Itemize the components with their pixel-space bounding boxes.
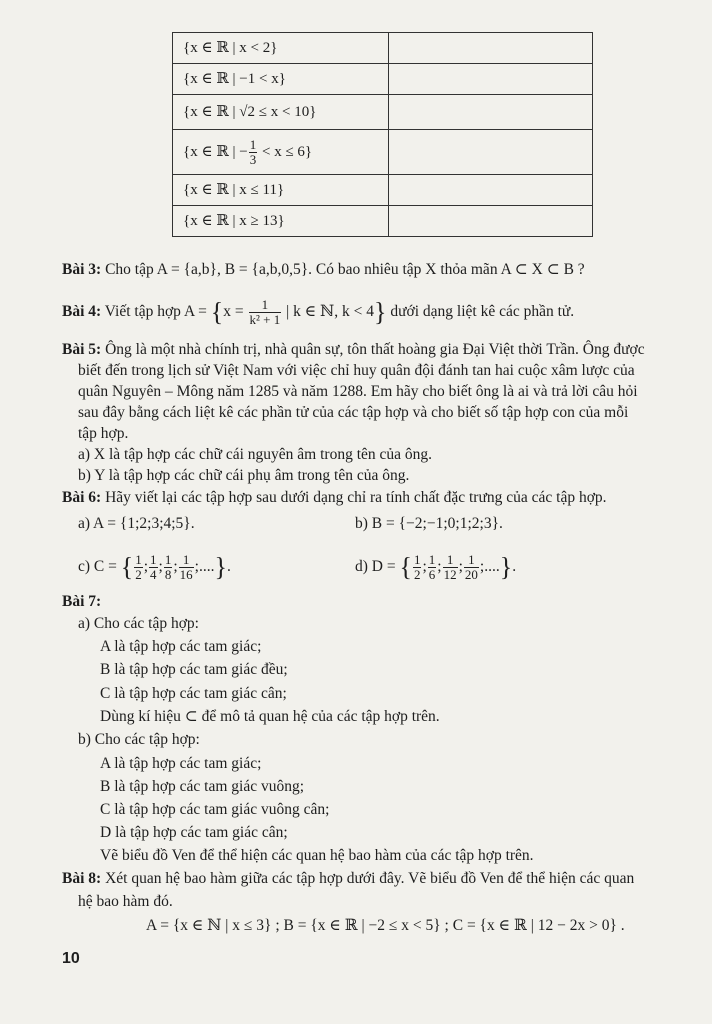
denominator: 12 [443, 567, 457, 582]
numerator: 1 [249, 298, 282, 313]
denominator: k² + 1 [249, 312, 281, 327]
exercise-text: Cho tập A = {a,b}, B = {a,b,0,5}. Có bao nhiêu tập X thỏa mãn A ⊂ X ⊂ B ? [101, 261, 585, 278]
exercise-part-b: b) Y là tập hợp các chữ cái phụ âm trong tên của ông. [78, 467, 410, 484]
numerator: 1 [428, 552, 436, 567]
fraction [428, 553, 437, 582]
exercise-text: A là tập hợp các tam giác; [100, 638, 262, 655]
part-label: c) C = [78, 558, 117, 576]
table-cell-set: {x ∈ ℝ | x ≥ 13} [173, 206, 389, 237]
exercise-label: Bài 4: [62, 303, 102, 321]
denominator: 3 [249, 151, 257, 167]
separator: ; [437, 558, 442, 576]
fraction [164, 553, 173, 582]
numerator: 1 [249, 136, 257, 152]
exercise-label: Bài 8: [62, 870, 102, 887]
numerator: 1 [135, 552, 142, 567]
table-cell-answer [389, 206, 593, 237]
denominator: 20 [464, 567, 478, 582]
sets-table [172, 32, 593, 237]
set-pre: {x ∈ ℝ | − [183, 143, 248, 160]
table-row [173, 64, 593, 95]
math-condition: | k ∈ ℕ, k < 4 [282, 303, 374, 321]
math-x: x = [223, 303, 248, 321]
exercise-text: b) Cho các tập hợp: [78, 731, 200, 748]
exercise-5 [62, 340, 645, 360]
exercise-text: C là tập hợp các tam giác cân; [100, 685, 287, 702]
ellipsis: ;.... [479, 558, 500, 576]
fraction [464, 553, 479, 582]
exercise-sets: A = {x ∈ ℕ | x ≤ 3} ; B = {x ∈ ℝ | −2 ≤ x < 5} ; C = {x ∈ ℝ | 12 − 2x > 0} . [146, 917, 625, 934]
brace-close: } [214, 552, 227, 582]
numerator: 1 [179, 553, 194, 568]
table-cell-set: {x ∈ ℝ | −1 < x} [173, 64, 389, 95]
exercise-text: Xét quan hệ bao hàm giữa các tập hợp dưới đây. Vẽ biểu đồ Ven để thể hiện các quan [101, 870, 635, 887]
period: . [226, 558, 231, 576]
exercise-label: Bài 7: [62, 593, 102, 610]
separator: ; [422, 558, 427, 576]
exercise-8 [62, 869, 634, 889]
numerator: 1 [464, 553, 479, 568]
table-cell-set: {x ∈ ℝ | x < 2} [173, 33, 389, 64]
exercise-part-b: b) B = {−2;−1;0;1;2;3}. [355, 515, 503, 532]
denominator: 16 [179, 567, 193, 582]
table-cell-answer [389, 130, 593, 175]
exercise-text: hệ bao hàm đó. [78, 893, 173, 910]
table-cell-answer [389, 175, 593, 206]
brace-close: } [499, 552, 513, 582]
separator: ; [158, 558, 163, 576]
exercise-text: a) Cho các tập hợp: [78, 615, 199, 632]
fraction [134, 553, 143, 582]
brace-open: { [120, 552, 134, 582]
numerator: 1 [164, 552, 172, 567]
ellipsis: ;.... [194, 558, 215, 576]
exercise-label: Bài 3: [62, 261, 102, 278]
denominator: 4 [150, 567, 157, 582]
separator: ; [173, 558, 178, 576]
numerator: 1 [443, 553, 458, 568]
table-cell-set: {x ∈ ℝ | x ≤ 11} [173, 175, 389, 206]
fraction-list [412, 552, 480, 582]
exercise-text: Viết tập hợp A = [101, 303, 211, 321]
exercise-part-a: a) A = {1;2;3;4;5}. [78, 515, 195, 532]
table-row [173, 175, 593, 206]
fraction [179, 553, 194, 582]
denominator: 2 [135, 567, 142, 582]
exercise-text: A là tập hợp các tam giác; [100, 755, 262, 772]
exercise-text: Hãy viết lại các tập hợp sau dưới dạng chỉ ra tính chất đặc trưng của các tập hợp. [101, 489, 607, 506]
table-cell-set [173, 130, 389, 175]
brace-open: { [210, 297, 224, 327]
table-row [173, 33, 593, 64]
exercise-7 [62, 592, 101, 612]
table-row [173, 206, 593, 237]
exercise-label: Bài 6: [62, 489, 102, 506]
exercise-text: Vẽ biểu đồ Ven để thể hiện các quan hệ bao hàm của các tập hợp trên. [100, 847, 534, 864]
table-cell-set: {x ∈ ℝ | √2 ≤ x < 10} [173, 95, 389, 130]
table-cell-answer [389, 95, 593, 130]
denominator: 8 [164, 567, 172, 582]
fraction [249, 298, 282, 327]
fraction [413, 553, 422, 582]
exercise-text: sau đây bằng cách liệt kê các phần tử của các tập hợp và cho biết số tập hợp con của mỗi [78, 404, 629, 421]
exercise-text: Dùng kí hiệu ⊂ để mô tả quan hệ của các tập hợp trên. [100, 708, 440, 725]
separator: ; [458, 558, 463, 576]
exercise-4 [62, 298, 574, 327]
fraction [249, 138, 258, 167]
brace-open: { [399, 552, 412, 582]
fraction-list [133, 552, 194, 582]
exercise-text: tập hợp. [78, 425, 129, 442]
period: . [512, 558, 517, 576]
exercise-label: Bài 5: [62, 341, 102, 358]
page-number: 10 [62, 950, 80, 967]
exercise-text: C là tập hợp các tam giác vuông cân; [100, 801, 330, 818]
exercise-text: B là tập hợp các tam giác đều; [100, 661, 288, 678]
table-cell-answer [389, 64, 593, 95]
exercise-part-c [78, 553, 231, 582]
part-label: d) D = [355, 558, 396, 576]
brace-close: } [374, 297, 387, 327]
denominator: 2 [413, 567, 421, 582]
fraction [149, 553, 158, 582]
numerator: 1 [413, 552, 421, 567]
separator: ; [143, 558, 149, 576]
exercise-text: dưới dạng liệt kê các phần tử. [386, 303, 575, 321]
exercise-text: biết đến trong lịch sử Việt Nam với việc chỉ huy quân đội đánh tan hai cuộc xâm lược của [78, 362, 635, 379]
set-post: < x ≤ 6} [258, 143, 313, 160]
exercise-text: quân Nguyên – Mông năm 1285 và năm 1288. Em hãy cho biết ông là ai và trả lời câu hỏi [78, 383, 638, 400]
exercise-part-d [355, 553, 516, 582]
table-row [173, 95, 593, 130]
exercise-text: D là tập hợp các tam giác cân; [100, 824, 288, 841]
fraction [443, 553, 458, 582]
exercise-part-a: a) X là tập hợp các chữ cái nguyên âm trong tên của ông. [78, 446, 433, 463]
exercise-text: Ông là một nhà chính trị, nhà quân sự, tôn thất hoàng gia Đại Việt thời Trần. Ông được [101, 341, 645, 358]
exercise-3 [62, 260, 585, 280]
exercise-6 [62, 488, 607, 508]
exercise-text: B là tập hợp các tam giác vuông; [100, 778, 305, 795]
table-cell-answer [389, 33, 593, 64]
table-row [173, 130, 593, 175]
denominator: 6 [428, 567, 436, 582]
numerator: 1 [150, 552, 157, 567]
